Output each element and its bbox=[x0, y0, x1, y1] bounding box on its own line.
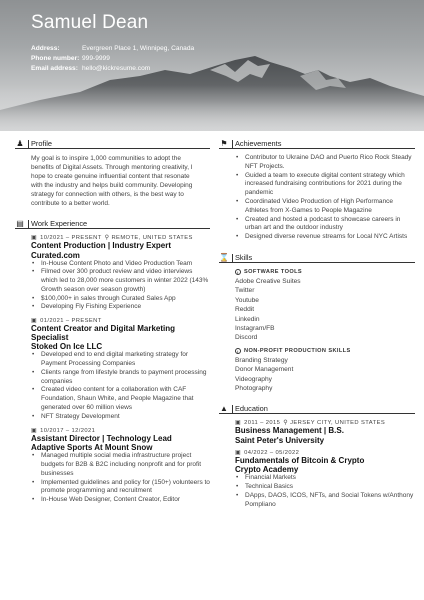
list-item: • Contributor to Ukraine DAO and Puerto Rico Rock Steady NFT Projects. bbox=[235, 154, 415, 172]
skill-item: Instagram/FB bbox=[235, 325, 275, 332]
briefcase-icon: ▤ bbox=[16, 219, 24, 228]
experience-section-header bbox=[15, 219, 210, 229]
job-title: Assistant Director | Technology Lead bbox=[31, 433, 172, 443]
list-item: • In-House Web Designer, Content Creator, Editor bbox=[31, 496, 210, 505]
profile-text: My goal is to inspire 1,000 communities to adopt the benefits of Digital Assets. Through mentoring creativity, I hope to create genuine influential content that resonate with the industry and helps build community. Developing strategy for connection with others, is the best way to contribute to a better world. bbox=[31, 155, 193, 207]
list-item: • Designed diverse revenue streams for Local NYC Artists bbox=[235, 233, 415, 242]
list-item: • Managed multiple social media infrastructure project budgets for B2B & B2C including nonprofit and for profit businesses bbox=[31, 452, 210, 478]
divider bbox=[232, 405, 233, 413]
skill-list bbox=[235, 277, 415, 343]
job-company: Stoked On Ice LLC bbox=[31, 342, 103, 352]
job-dates: 01/2021 – PRESENT bbox=[40, 318, 102, 325]
skill-item: Youtube bbox=[235, 296, 259, 304]
skill-item: Twitter bbox=[235, 287, 255, 295]
job-company: Curated.com bbox=[31, 250, 80, 260]
job-bullets bbox=[31, 452, 210, 505]
list-item: • Developing Fly Fishing Experience bbox=[31, 303, 210, 312]
school: Crypto Academy bbox=[235, 465, 299, 475]
skill-item: Linkedin bbox=[235, 315, 260, 323]
list-item: • Implemented guidelines and policy for (150+) volunteers to promote programming and recruitment bbox=[31, 479, 210, 497]
skill-group-name: NON-PROFIT PRODUCTION SKILLS bbox=[244, 347, 351, 354]
list-item: • Technical Basics bbox=[235, 483, 415, 492]
education-bullets bbox=[235, 474, 415, 509]
section-title: Skills bbox=[235, 252, 253, 262]
job-location: REMOTE, UNITED STATES bbox=[111, 235, 193, 241]
list-item: • Coordinated Video Production of High Performance Athletes from X-Games to People Magazine bbox=[235, 198, 415, 216]
calendar-icon: ▣ bbox=[235, 420, 242, 427]
list-item: • DApps, DAOS, ICOS, NFTs, and Social Tokens w/Anthony Pompliano bbox=[235, 492, 415, 510]
email-label: Email address: bbox=[31, 65, 78, 72]
list-item: • Created and hosted a podcast to showcase careers in urban art and the outdoor industry bbox=[235, 216, 415, 234]
list-item: • Filmed over 300 product review and video interviews which led to 28,000 more customers in winter 2022 (143% Growth season over season growth) bbox=[31, 268, 210, 294]
skills-section-header bbox=[219, 253, 415, 263]
job-dates: 10/2017 – 12/2021 bbox=[40, 427, 96, 434]
education-dates: 04/2022 – 05/2022 bbox=[244, 449, 300, 456]
job-title: Content Production | Industry Expert bbox=[31, 241, 172, 250]
skill-item: Discord bbox=[235, 334, 258, 342]
info-icon: i bbox=[235, 269, 241, 275]
skill-list bbox=[235, 356, 415, 394]
list-item: • In-House Content Photo and Video Production Team bbox=[31, 260, 210, 269]
hourglass-icon: ⌛ bbox=[219, 252, 229, 262]
calendar-icon: ▣ bbox=[31, 318, 38, 325]
list-item: • $100,000+ in sales through Curated Sales App bbox=[31, 295, 210, 304]
skill-group-heading bbox=[235, 268, 415, 277]
skill-item: Branding Strategy bbox=[235, 356, 288, 364]
list-item: • NFT Strategy Development bbox=[31, 413, 210, 422]
list-item: • Created video content for a collaboration with CAF Foundation, Shaun White, and People Magazine that generated over 60 million views bbox=[31, 386, 210, 412]
education-dates: 2011 – 2015 bbox=[244, 420, 281, 427]
address-value: Evergreen Place 1, Winnipeg, Canada bbox=[82, 45, 195, 52]
section-title: Achievements bbox=[235, 139, 282, 148]
section-title: Education bbox=[235, 404, 268, 414]
location-pin-icon: ⚲ bbox=[104, 235, 110, 241]
school: Saint Peter's University bbox=[235, 435, 325, 445]
job-entry bbox=[31, 427, 210, 505]
education-location: JERSEY CITY, UNITED STATES bbox=[290, 420, 386, 427]
education-section-header bbox=[219, 404, 415, 414]
email-value[interactable]: hello@kickresume.com bbox=[82, 65, 151, 72]
phone-value: 999-9999 bbox=[82, 55, 110, 62]
phone-label: Phone number: bbox=[31, 55, 80, 62]
right-column bbox=[219, 139, 415, 510]
location-pin-icon: ⚲ bbox=[283, 420, 289, 427]
contact-details bbox=[31, 44, 194, 74]
degree: Business Management | B.S. bbox=[235, 426, 344, 436]
address-label: Address: bbox=[31, 45, 60, 52]
calendar-icon: ▣ bbox=[31, 427, 38, 434]
education-entry bbox=[235, 419, 415, 445]
skill-item: Videography bbox=[235, 375, 272, 383]
candidate-name: Samuel Dean bbox=[31, 12, 149, 33]
divider bbox=[232, 140, 233, 148]
job-dates: 10/2021 – PRESENT bbox=[40, 235, 102, 241]
calendar-icon: ▣ bbox=[235, 449, 242, 456]
job-company: Adaptive Sports At Mount Snow bbox=[31, 443, 153, 453]
job-entry bbox=[31, 317, 210, 421]
skill-item: Donor Management bbox=[235, 366, 294, 374]
profile-section-header bbox=[15, 139, 210, 149]
skill-group-name: SOFTWARE TOOLS bbox=[244, 268, 303, 275]
graduation-cap-icon: ▲ bbox=[220, 404, 228, 414]
job-bullets bbox=[31, 260, 210, 313]
divider bbox=[28, 220, 29, 228]
skill-item: Adobe Creative Suites bbox=[235, 277, 301, 285]
info-icon: i bbox=[235, 348, 241, 354]
person-icon: ♟ bbox=[16, 139, 24, 148]
list-item: • Developed end to end digital marketing strategy for Payment Processing Companies bbox=[31, 351, 210, 369]
left-column bbox=[15, 139, 210, 505]
divider bbox=[28, 140, 29, 148]
achievements-section-header bbox=[219, 139, 415, 149]
header-banner bbox=[0, 0, 424, 131]
section-title: Work Experience bbox=[31, 219, 88, 228]
achievements-list bbox=[235, 154, 415, 242]
job-entry bbox=[31, 234, 210, 312]
divider bbox=[232, 254, 233, 262]
list-item: • Guided a team to execute digital content strategy which increased fundraising contributions for 2021 during the pandemic bbox=[235, 172, 415, 198]
trophy-icon: ⚑ bbox=[220, 139, 228, 148]
list-item: • Financial Markets bbox=[235, 474, 415, 483]
job-bullets bbox=[31, 351, 210, 421]
section-title: Profile bbox=[31, 139, 52, 148]
skill-item: Reddit bbox=[235, 306, 255, 314]
education-entry bbox=[235, 449, 415, 510]
skill-item: Photography bbox=[235, 385, 273, 393]
calendar-icon: ▣ bbox=[31, 235, 38, 241]
job-title: Content Creator and Digital Marketing Specialist bbox=[31, 324, 176, 342]
skill-group-heading bbox=[235, 347, 415, 356]
degree: Fundamentals of Bitcoin & Crypto bbox=[235, 455, 365, 465]
list-item: • Clients range from lifestyle brands to payment processing companies bbox=[31, 369, 210, 387]
